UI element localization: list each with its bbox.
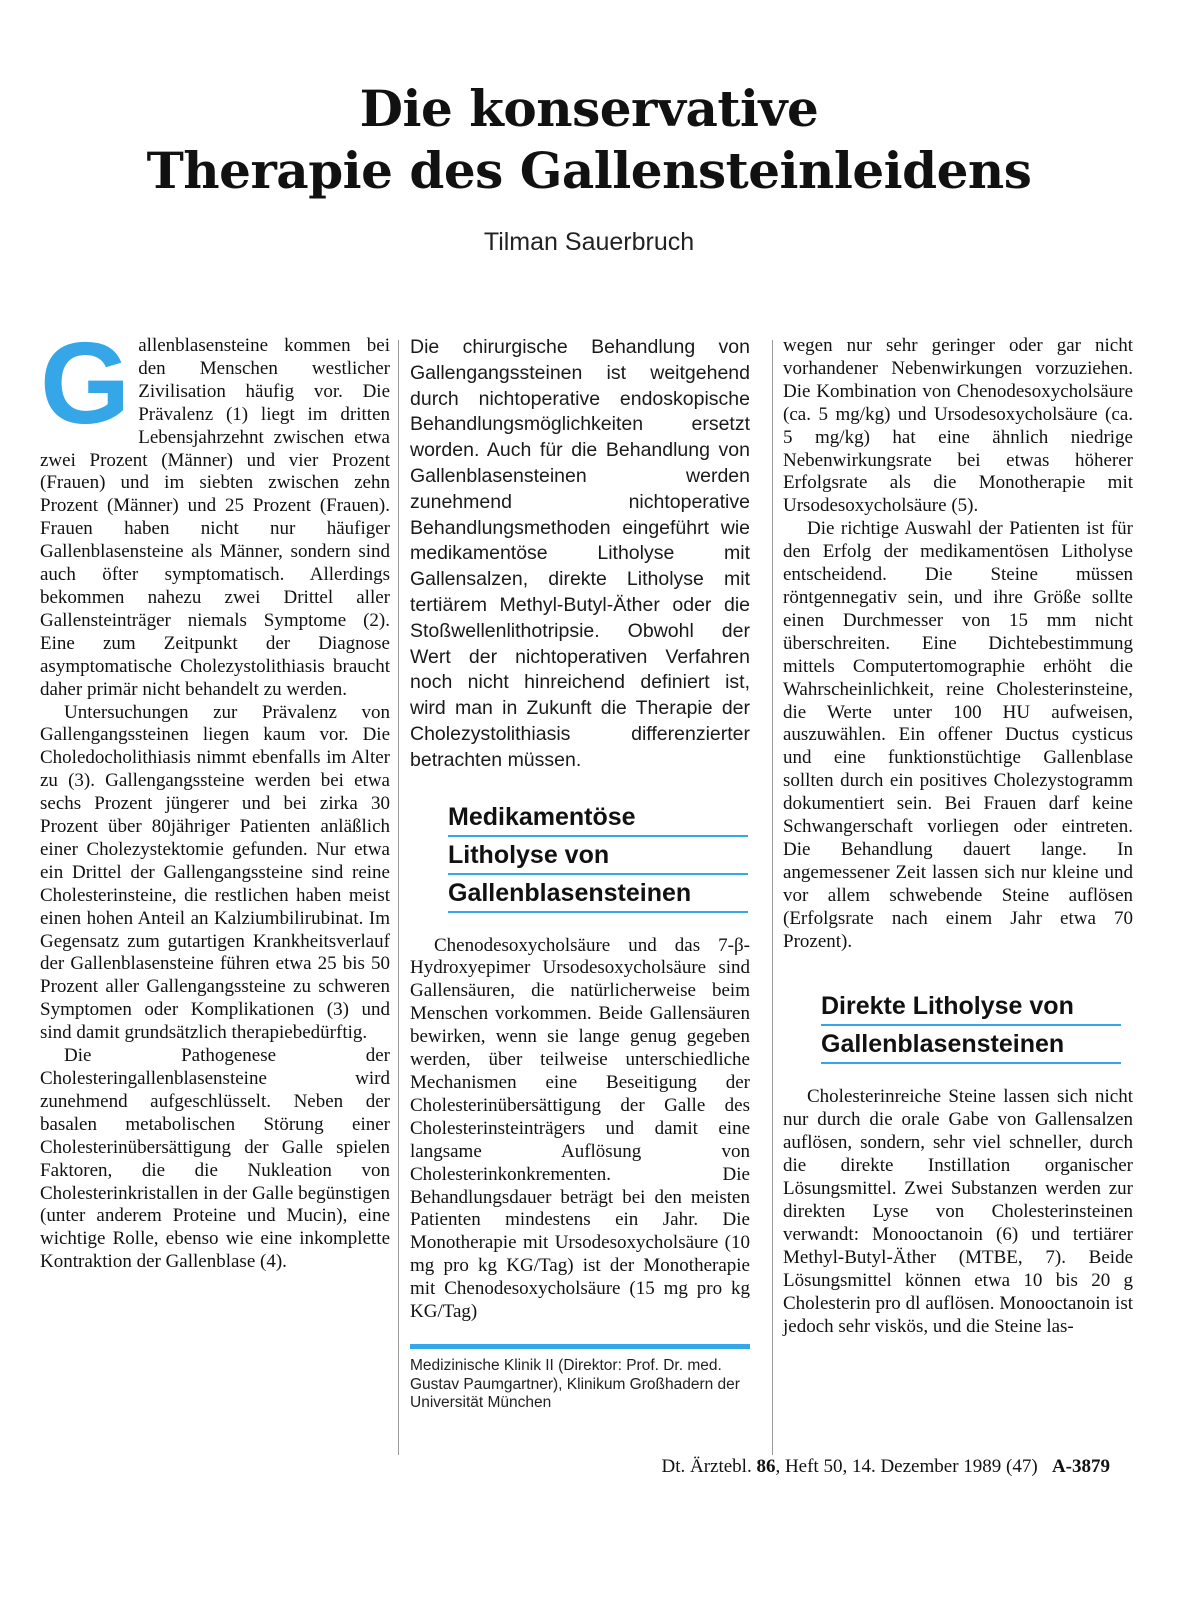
section-heading-direkte-litholyse — [821, 989, 1121, 1064]
heading-line: Medikamentöse — [448, 800, 748, 837]
heading-line: Gallenblasensteinen — [448, 876, 748, 913]
affiliation-footnote: Medizinische Klinik II (Direktor: Prof. Dr. med. Gustav Paumgartner), Klinikum Großhadern der Universität München — [410, 1356, 740, 1412]
col3-paragraph-2: Die richtige Auswahl der Patienten ist für den Erfolg der medikamentösen Litholyse entscheidend. Die Steine müssen röntgennegativ sein, und ihre Größe sollte einen Durchmesser von 15 mm nicht überschreiten. Eine Dichtebestimmung mittels Computertomographie erhöht die Wahrscheinlichkeit, reine Cholesterinsteine, die Werte unter 100 HU aufweisen, auszuwählen. Ein offener Ductus cysticus und eine funktionstüchtige Gallenblase sollten durch ein positives Cholezystogramm dokumentiert sein. Bei Frauen darf keine Schwangerschaft vorliegen oder eintreten. Die Behandlung dauert lange. In angemessener Zeit lassen sich nur kleine und vor allem schwebende Steine auflösen (Erfolgsrate nach einem Jahr etwa 70 Prozent). — [783, 518, 1133, 952]
col2-paragraph-1: Chenodesoxycholsäure und das 7-β-Hydroxyepimer Ursodesoxycholsäure sind Gallensäuren, die natürlicherweise beim Menschen vorkommen. Beide Gallensäuren bewirken, wenn sie lange genug gegeben werden, über teilweise unterschiedliche Mechanismen eine Beseitigung der Cholesterinübersättigung der Galle des Cholesterinsteinträgers und damit eine langsame Auflösung von Cholesterinkonkrementen. Die Behandlungsdauer beträgt bei den meisten Patienten mindestens ein Jahr. Die Monotherapie mit Ursodesoxycholsäure (10 mg pro kg KG/Tag) ist der Monotherapie mit Chenodesoxycholsäure (15 mg pro kg KG/Tag) — [410, 934, 750, 1323]
col1-paragraph-1-text: allenblasensteine kommen bei den Menschen westlicher Zivilisation häufig vor. Die Prävalenz (1) liegt im dritten Lebensjahrzehnt zwischen etwa zwei Prozent (Männer) und vier Prozent (Frauen) und im siebten zwischen zehn Prozent (Männer) und 25 Prozent (Frauen). Frauen haben nicht nur häufiger Gallenblasensteine als Männer, sondern sind auch öfter symptomatisch. Allerdings bekommen nahezu zwei Drittel aller Gallensteinträger niemals Symptome (2). Eine zum Zeitpunkt der Diagnose asymptomatische Cholezystolithiasis braucht daher primär nicht behandelt zu werden. — [40, 335, 390, 700]
heading-line: Gallenblasensteinen — [821, 1027, 1121, 1064]
author-name: Tilman Sauerbruch — [483, 228, 695, 256]
drop-cap: G — [40, 318, 131, 448]
column-divider-1 — [398, 340, 399, 1455]
column-2 — [410, 335, 750, 1413]
footer-issue: , Heft 50, 14. Dezember 1989 (47) — [775, 1456, 1038, 1477]
column-1 — [40, 318, 390, 1274]
col1-paragraph-1 — [40, 318, 390, 702]
heading-line: Litholyse von — [448, 838, 748, 875]
heading-line: Direkte Litholyse von — [821, 989, 1121, 1026]
title-line-2: Therapie des Gallensteinleidens — [146, 141, 1032, 200]
col1-paragraph-2: Untersuchungen zur Prävalenz von Gallengangssteinen liegen kaum vor. Die Choledocholithiasis nimmt ebenfalls im Alter zu (3). Gallengangssteine werden bei etwa sechs Prozent jüngerer und bei zirka 30 Prozent über 80jähriger Patienten anläßlich einer Cholezystektomie gefunden. Nur etwa ein Drittel der Gallengangssteine sind reine Cholesterinsteine, die restlichen haben meist einen hohen Anteil an Kalziumbilirubinat. Im Gegensatz zum gutartigen Krankheitsverlauf der Gallenblasensteine führen etwa 25 bis 50 Prozent aller Gallengangssteine zu schweren Symptomen oder Komplikationen (3) und sind damit grundsätzlich therapiebedürftig. — [40, 701, 390, 1044]
column-divider-2 — [772, 340, 773, 1455]
title-line-1: Die konservative — [359, 79, 819, 138]
footer-volume: 86 — [756, 1456, 776, 1477]
col3-paragraph-3: Cholesterinreiche Steine lassen sich nicht nur durch die orale Gabe von Gallensalzen auflösen, sondern, sehr viel schneller, durch die direkte Instillation organischer Lösungsmittel. Zwei Substanzen werden zur direkten Lyse von Cholesterinsteinen verwandt: Monooctanoin (6) und tertiärer Methyl-Butyl-Äther (MTBE, 7). Beide Lösungsmittel können etwa 10 bis 20 g Cholesterin pro dl auflösen. Monooctanoin ist jedoch sehr viskös, und die Steine las- — [783, 1086, 1133, 1337]
page-footer — [661, 1456, 1110, 1478]
col1-paragraph-3: Die Pathogenese der Cholesteringallenblasensteine wird zunehmend aufgeschlüsselt. Neben der basalen metabolischen Störung einer Cholesterinübersättigung der Galle spielen Faktoren, die die Nukleation von Cholesterinkristallen in der Galle begünstigen (unter anderem Proteine und Mucin), eine wichtige Rolle, ebenso wie eine inkomplette Kontraktion der Gallenblase (4). — [40, 1045, 390, 1273]
footnote-rule — [410, 1344, 750, 1349]
col3-paragraph-1: wegen nur sehr geringer oder gar nicht vorhandener Nebenwirkungen vorzuziehen. Die Kombination von Chenodesoxycholsäure (ca. 5 mg/kg) und Ursodesoxycholsäure (ca. 5 mg/kg) hat eine ähnlich niedrige Nebenwirkungsrate bei etwas höherer Erfolgsrate als die Monotherapie mit Ursodesoxycholsäure (5). — [783, 335, 1133, 517]
column-3 — [783, 335, 1133, 1338]
footer-page-number: A-3879 — [1051, 1456, 1110, 1477]
article-title — [0, 78, 1178, 202]
section-heading-medikamentoese-litholyse — [448, 800, 748, 913]
intro-paragraph: Die chirurgische Behandlung von Gallengangssteinen ist weitgehend durch nichtoperative endoskopische Behandlungsmöglichkeiten ersetzt worden. Auch für die Behandlung von Gallenblasensteinen werden zunehmend nichtoperative Behandlungsmethoden eingeführt wie medikamentöse Litholyse mit Gallensalzen, direkte Litholyse mit tertiärem Methyl-Butyl-Äther oder die Stoßwellenlithotripsie. Obwohl der Wert der nichtoperativen Verfahren noch nicht hinreichend definiert ist, wird man in Zukunft die Therapie der Cholezystolithiasis differenzierter betrachten müssen. — [410, 336, 750, 771]
footer-journal: Dt. Ärztebl. — [661, 1456, 752, 1477]
